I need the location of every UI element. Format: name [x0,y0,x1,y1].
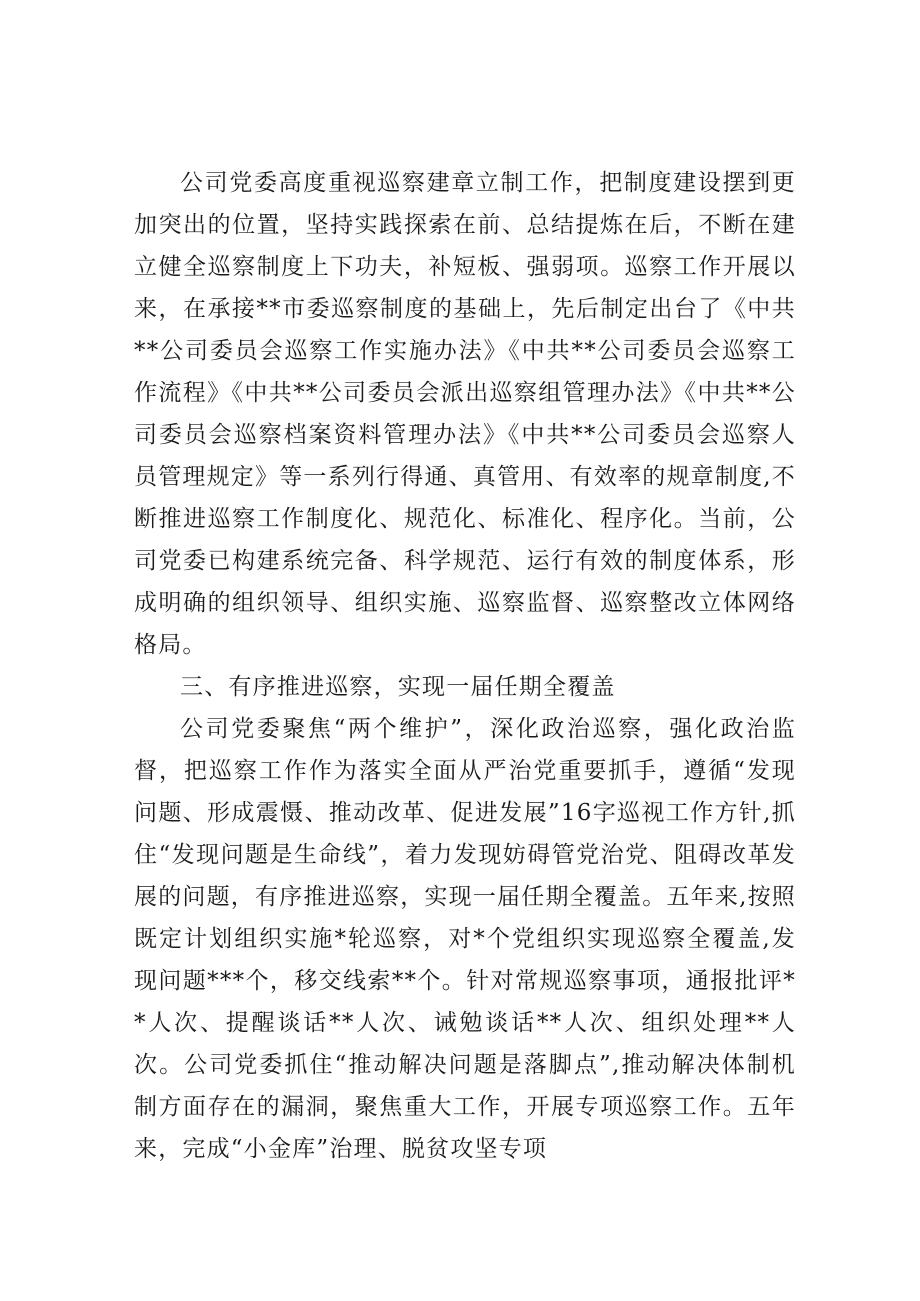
paragraph-institution-building: 公司党委高度重视巡察建章立制工作，把制度建设摆到更加突出的位置，坚持实践探索在前、总结提炼在后，不断在建立健全巡察制度上下功夫，补短板、强弱项。巡察工作开展以来，在承接**市委巡察制度的基础上，先后制定出台了《中共**公司委员会巡察工作实施办法》《中共**公司委员会巡察工作流程》《中共**公司委员会派出巡察组管理办法》《中共**公司委员会巡察档案资料管理办法》《中共**公司委员会巡察人员管理规定》等一系列行得通、真管用、有效率的规章制度,不断推进巡察工作制度化、规范化、标准化、程序化。当前，公司党委已构建系统完备、科学规范、运行有效的制度体系，形成明确的组织领导、组织实施、巡察监督、巡察整改立体网络格局。 [134,170,796,658]
paragraph-inspection-coverage: 公司党委聚焦“两个维护”，深化政治巡察，强化政治监督，把巡察工作作为落实全面从严治党重要抓手，遵循“发现问题、形成震慑、推动改革、促进发展”16字巡视工作方针,抓住“发现问题是生命线”，着力发现妨碍管党治党、阻碍改革发展的问题，有序推进巡察，实现一届任期全覆盖。五年来,按照既定计划组织实施*轮巡察，对*个党组织实现巡察全覆盖,发现问题***个，移交线索**个。针对常规巡察事项，通报批评**人次、提醒谈话**人次、诫勉谈话**人次、组织处理**人次。公司党委抓住“推动解决问题是落脚点”,推动解决体制机制方面存在的漏洞，聚焦重大工作，开展专项巡察工作。五年来，完成“小金库”治理、脱贫攻坚专项 [134,716,796,1162]
section-heading-three: 三、有序推进巡察，实现一届任期全覆盖 [180,674,616,700]
document-body [134,162,796,1170]
